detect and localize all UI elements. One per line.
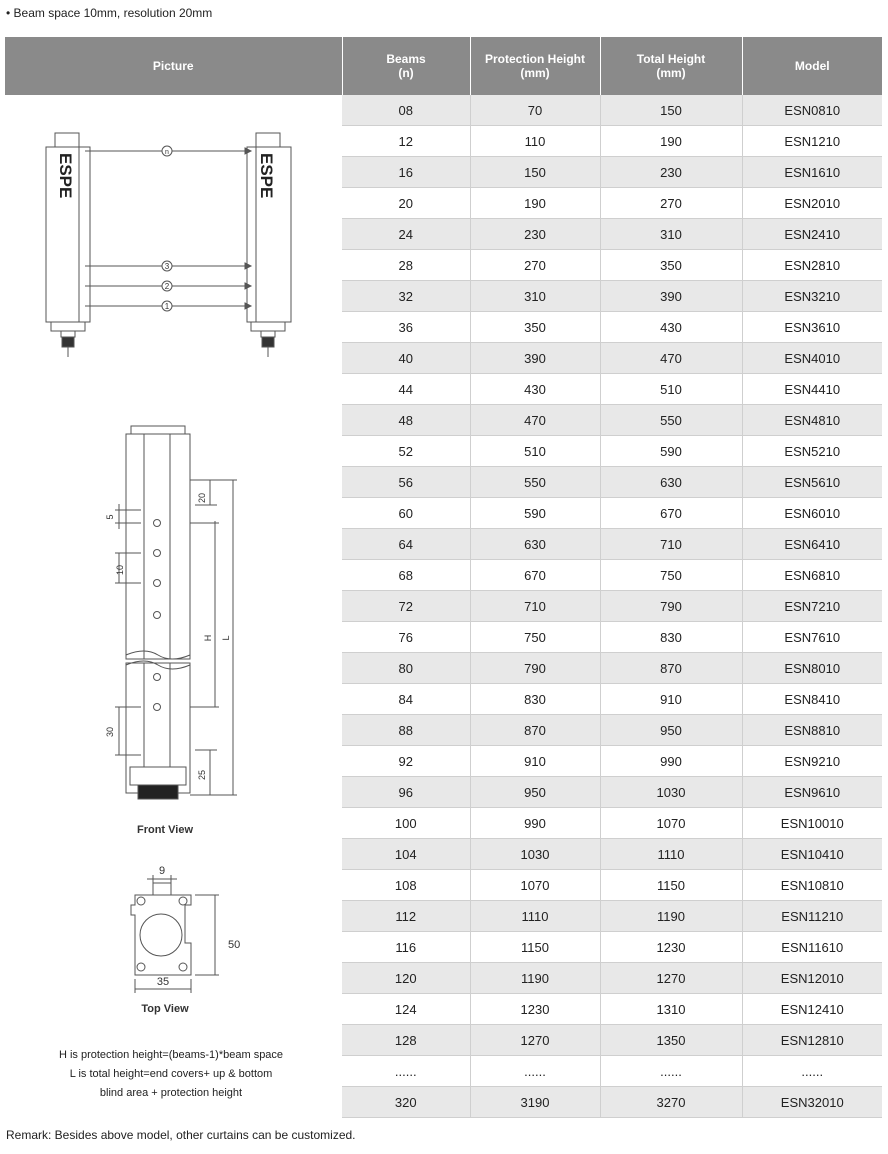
cell-protection-height: 1070 (470, 870, 600, 901)
cell-model: ESN8410 (742, 684, 882, 715)
cell-total-height: 1190 (600, 901, 742, 932)
brand-label-right: ESPE (257, 153, 276, 199)
cell-total-height: 390 (600, 281, 742, 312)
cell-beams: 92 (342, 746, 470, 777)
spec-table (5, 37, 882, 1118)
diagrams-svg (5, 95, 341, 1114)
cell-beams: 108 (342, 870, 470, 901)
cell-model: ESN10810 (742, 870, 882, 901)
cell-beams: 104 (342, 839, 470, 870)
dim-width-35: 35 (156, 976, 170, 988)
header-model: Model (742, 37, 882, 95)
note-l-cont: blind area + protection height (99, 1087, 243, 1099)
cell-protection-height: 190 (470, 188, 600, 219)
note-l: L is total height=end covers+ up & bottom (69, 1068, 273, 1080)
dim-height-50: 50 (228, 939, 241, 951)
cell-model: ESN2810 (742, 250, 882, 281)
cell-protection-height: 710 (470, 591, 600, 622)
cell-model: ESN10010 (742, 808, 882, 839)
cell-model: ESN5610 (742, 467, 882, 498)
cell-model: ESN9610 (742, 777, 882, 808)
cell-beams: 60 (342, 498, 470, 529)
cell-beams: 80 (342, 653, 470, 684)
picture-panel (5, 95, 341, 1114)
cell-model: ESN3610 (742, 312, 882, 343)
cell-protection-height: 950 (470, 777, 600, 808)
cell-beams: 72 (342, 591, 470, 622)
cell-protection-height: 630 (470, 529, 600, 560)
cell-protection-height: 550 (470, 467, 600, 498)
cell-beams: 44 (342, 374, 470, 405)
cell-total-height: 230 (600, 157, 742, 188)
cell-model: ESN8810 (742, 715, 882, 746)
cell-beams: 320 (342, 1087, 470, 1118)
header-beams (342, 37, 470, 95)
cell-total-height: 190 (600, 126, 742, 157)
header-picture: Picture (5, 37, 342, 95)
cell-total-height: 350 (600, 250, 742, 281)
cell-beams: 16 (342, 157, 470, 188)
cell-beams: 112 (342, 901, 470, 932)
cell-beams: 48 (342, 405, 470, 436)
cell-protection-height: 150 (470, 157, 600, 188)
cell-total-height: 670 (600, 498, 742, 529)
cell-beams: 24 (342, 219, 470, 250)
cell-total-height: 1270 (600, 963, 742, 994)
cell-total-height: 1350 (600, 1025, 742, 1056)
cell-protection-height: 310 (470, 281, 600, 312)
cell-model: ESN12010 (742, 963, 882, 994)
cell-beams: 96 (342, 777, 470, 808)
beam-marker-n: n (165, 149, 169, 156)
cell-beams: 56 (342, 467, 470, 498)
cell-total-height: 150 (600, 95, 742, 126)
cell-beams: 20 (342, 188, 470, 219)
cell-model: ESN1610 (742, 157, 882, 188)
cell-model: ESN11210 (742, 901, 882, 932)
cell-model: ESN5210 (742, 436, 882, 467)
cell-model: ESN11610 (742, 932, 882, 963)
beam-marker-1: 1 (164, 302, 170, 311)
cell-model: ESN7610 (742, 622, 882, 653)
cell-model: ESN3210 (742, 281, 882, 312)
cell-model: ESN8010 (742, 653, 882, 684)
cell-total-height: 310 (600, 219, 742, 250)
top-view-diagram (131, 875, 219, 993)
cell-beams: 128 (342, 1025, 470, 1056)
beam-marker-2: 2 (164, 282, 170, 291)
cell-model: ESN9210 (742, 746, 882, 777)
cell-total-height: 1310 (600, 994, 742, 1025)
cell-protection-height: 1030 (470, 839, 600, 870)
cell-protection-height: 110 (470, 126, 600, 157)
cell-total-height: 270 (600, 188, 742, 219)
cell-protection-height: 670 (470, 560, 600, 591)
table-row (5, 95, 882, 126)
cell-model: ESN4410 (742, 374, 882, 405)
cell-beams: 120 (342, 963, 470, 994)
header-protection-line2: (mm) (520, 66, 550, 80)
cell-protection-height: 1270 (470, 1025, 600, 1056)
header-total-line1: Total Height (636, 52, 706, 66)
cell-protection-height: 1190 (470, 963, 600, 994)
cell-total-height: 710 (600, 529, 742, 560)
cell-model: ESN0810 (742, 95, 882, 126)
cell-total-height: 1230 (600, 932, 742, 963)
table-header-row (5, 37, 882, 95)
cell-beams: 36 (342, 312, 470, 343)
cell-total-height: 1150 (600, 870, 742, 901)
cell-total-height: 1110 (600, 839, 742, 870)
dim-slot-9: 9 (158, 865, 166, 877)
cell-protection-height: 510 (470, 436, 600, 467)
cell-model: ESN32010 (742, 1087, 882, 1118)
cell-protection-height: 270 (470, 250, 600, 281)
picture-notes (11, 1046, 331, 1103)
cell-total-height: 830 (600, 622, 742, 653)
cell-beams: 124 (342, 994, 470, 1025)
cell-total-height: 910 (600, 684, 742, 715)
cell-protection-height: 390 (470, 343, 600, 374)
header-total-height (600, 37, 742, 95)
cell-model: ESN7210 (742, 591, 882, 622)
cell-model: ESN4010 (742, 343, 882, 374)
cell-total-height: 790 (600, 591, 742, 622)
cell-beams: 52 (342, 436, 470, 467)
cell-total-height: 630 (600, 467, 742, 498)
cell-beams: 64 (342, 529, 470, 560)
dim-pitch-5: 5 (105, 514, 115, 520)
cell-protection-height: 70 (470, 95, 600, 126)
cell-protection-height: 1230 (470, 994, 600, 1025)
cell-beams: 32 (342, 281, 470, 312)
cell-protection-height: 870 (470, 715, 600, 746)
cell-protection-height: 790 (470, 653, 600, 684)
header-total-line2: (mm) (656, 66, 686, 80)
cell-beams: 116 (342, 932, 470, 963)
cell-model: ESN10410 (742, 839, 882, 870)
header-protection-height (470, 37, 600, 95)
light-curtain-diagram (46, 133, 291, 357)
cell-model: ESN2010 (742, 188, 882, 219)
cell-model: ESN4810 (742, 405, 882, 436)
cell-total-height: 430 (600, 312, 742, 343)
header-beams-line2: (n) (398, 66, 414, 80)
dim-l: L (221, 635, 231, 641)
cell-protection-height: 1110 (470, 901, 600, 932)
top-view-caption: Top View (141, 1003, 189, 1015)
cell-total-height: ...... (600, 1056, 742, 1087)
dim-pitch-10: 10 (115, 564, 125, 576)
picture-cell (5, 95, 342, 1118)
cell-total-height: 550 (600, 405, 742, 436)
cell-total-height: 990 (600, 746, 742, 777)
cell-beams: 68 (342, 560, 470, 591)
cell-protection-height: 430 (470, 374, 600, 405)
cell-total-height: 590 (600, 436, 742, 467)
cell-beams: 12 (342, 126, 470, 157)
top-note: • Beam space 10mm, resolution 20mm (6, 6, 213, 20)
cell-protection-height: 3190 (470, 1087, 600, 1118)
cell-beams: 88 (342, 715, 470, 746)
cell-total-height: 510 (600, 374, 742, 405)
cell-protection-height: 1150 (470, 932, 600, 963)
cell-model: ESN6810 (742, 560, 882, 591)
cell-protection-height: ...... (470, 1056, 600, 1087)
cell-model: ESN2410 (742, 219, 882, 250)
cell-protection-height: 750 (470, 622, 600, 653)
cell-protection-height: 350 (470, 312, 600, 343)
cell-protection-height: 990 (470, 808, 600, 839)
cell-model: ESN12410 (742, 994, 882, 1025)
cell-total-height: 470 (600, 343, 742, 374)
header-protection-line1: Protection Height (484, 52, 585, 66)
dim-h: H (203, 634, 213, 642)
cell-total-height: 750 (600, 560, 742, 591)
cell-total-height: 1070 (600, 808, 742, 839)
dim-bottom-25: 25 (197, 769, 207, 781)
dim-bottom-30: 30 (105, 726, 115, 738)
cell-protection-height: 910 (470, 746, 600, 777)
cell-model: ESN12810 (742, 1025, 882, 1056)
header-beams-line1: Beams (386, 52, 426, 66)
cell-model: ESN6410 (742, 529, 882, 560)
cell-model: ESN1210 (742, 126, 882, 157)
note-h: H is protection height=(beams-1)*beam space (58, 1049, 284, 1061)
front-view-caption: Front View (136, 824, 194, 836)
cell-total-height: 1030 (600, 777, 742, 808)
cell-protection-height: 470 (470, 405, 600, 436)
cell-beams: 28 (342, 250, 470, 281)
cell-beams: ...... (342, 1056, 470, 1087)
cell-beams: 84 (342, 684, 470, 715)
cell-total-height: 950 (600, 715, 742, 746)
cell-beams: 08 (342, 95, 470, 126)
cell-beams: 76 (342, 622, 470, 653)
cell-protection-height: 830 (470, 684, 600, 715)
cell-beams: 100 (342, 808, 470, 839)
cell-beams: 40 (342, 343, 470, 374)
brand-label-left: ESPE (56, 153, 75, 199)
cell-protection-height: 230 (470, 219, 600, 250)
cell-total-height: 870 (600, 653, 742, 684)
cell-model: ESN6010 (742, 498, 882, 529)
cell-model: ...... (742, 1056, 882, 1087)
cell-total-height: 3270 (600, 1087, 742, 1118)
beam-marker-3: 3 (164, 262, 170, 271)
cell-protection-height: 590 (470, 498, 600, 529)
front-view-diagram (115, 426, 237, 799)
remark: Remark: Besides above model, other curtains can be customized. (6, 1128, 356, 1142)
dim-top-20: 20 (197, 492, 207, 504)
